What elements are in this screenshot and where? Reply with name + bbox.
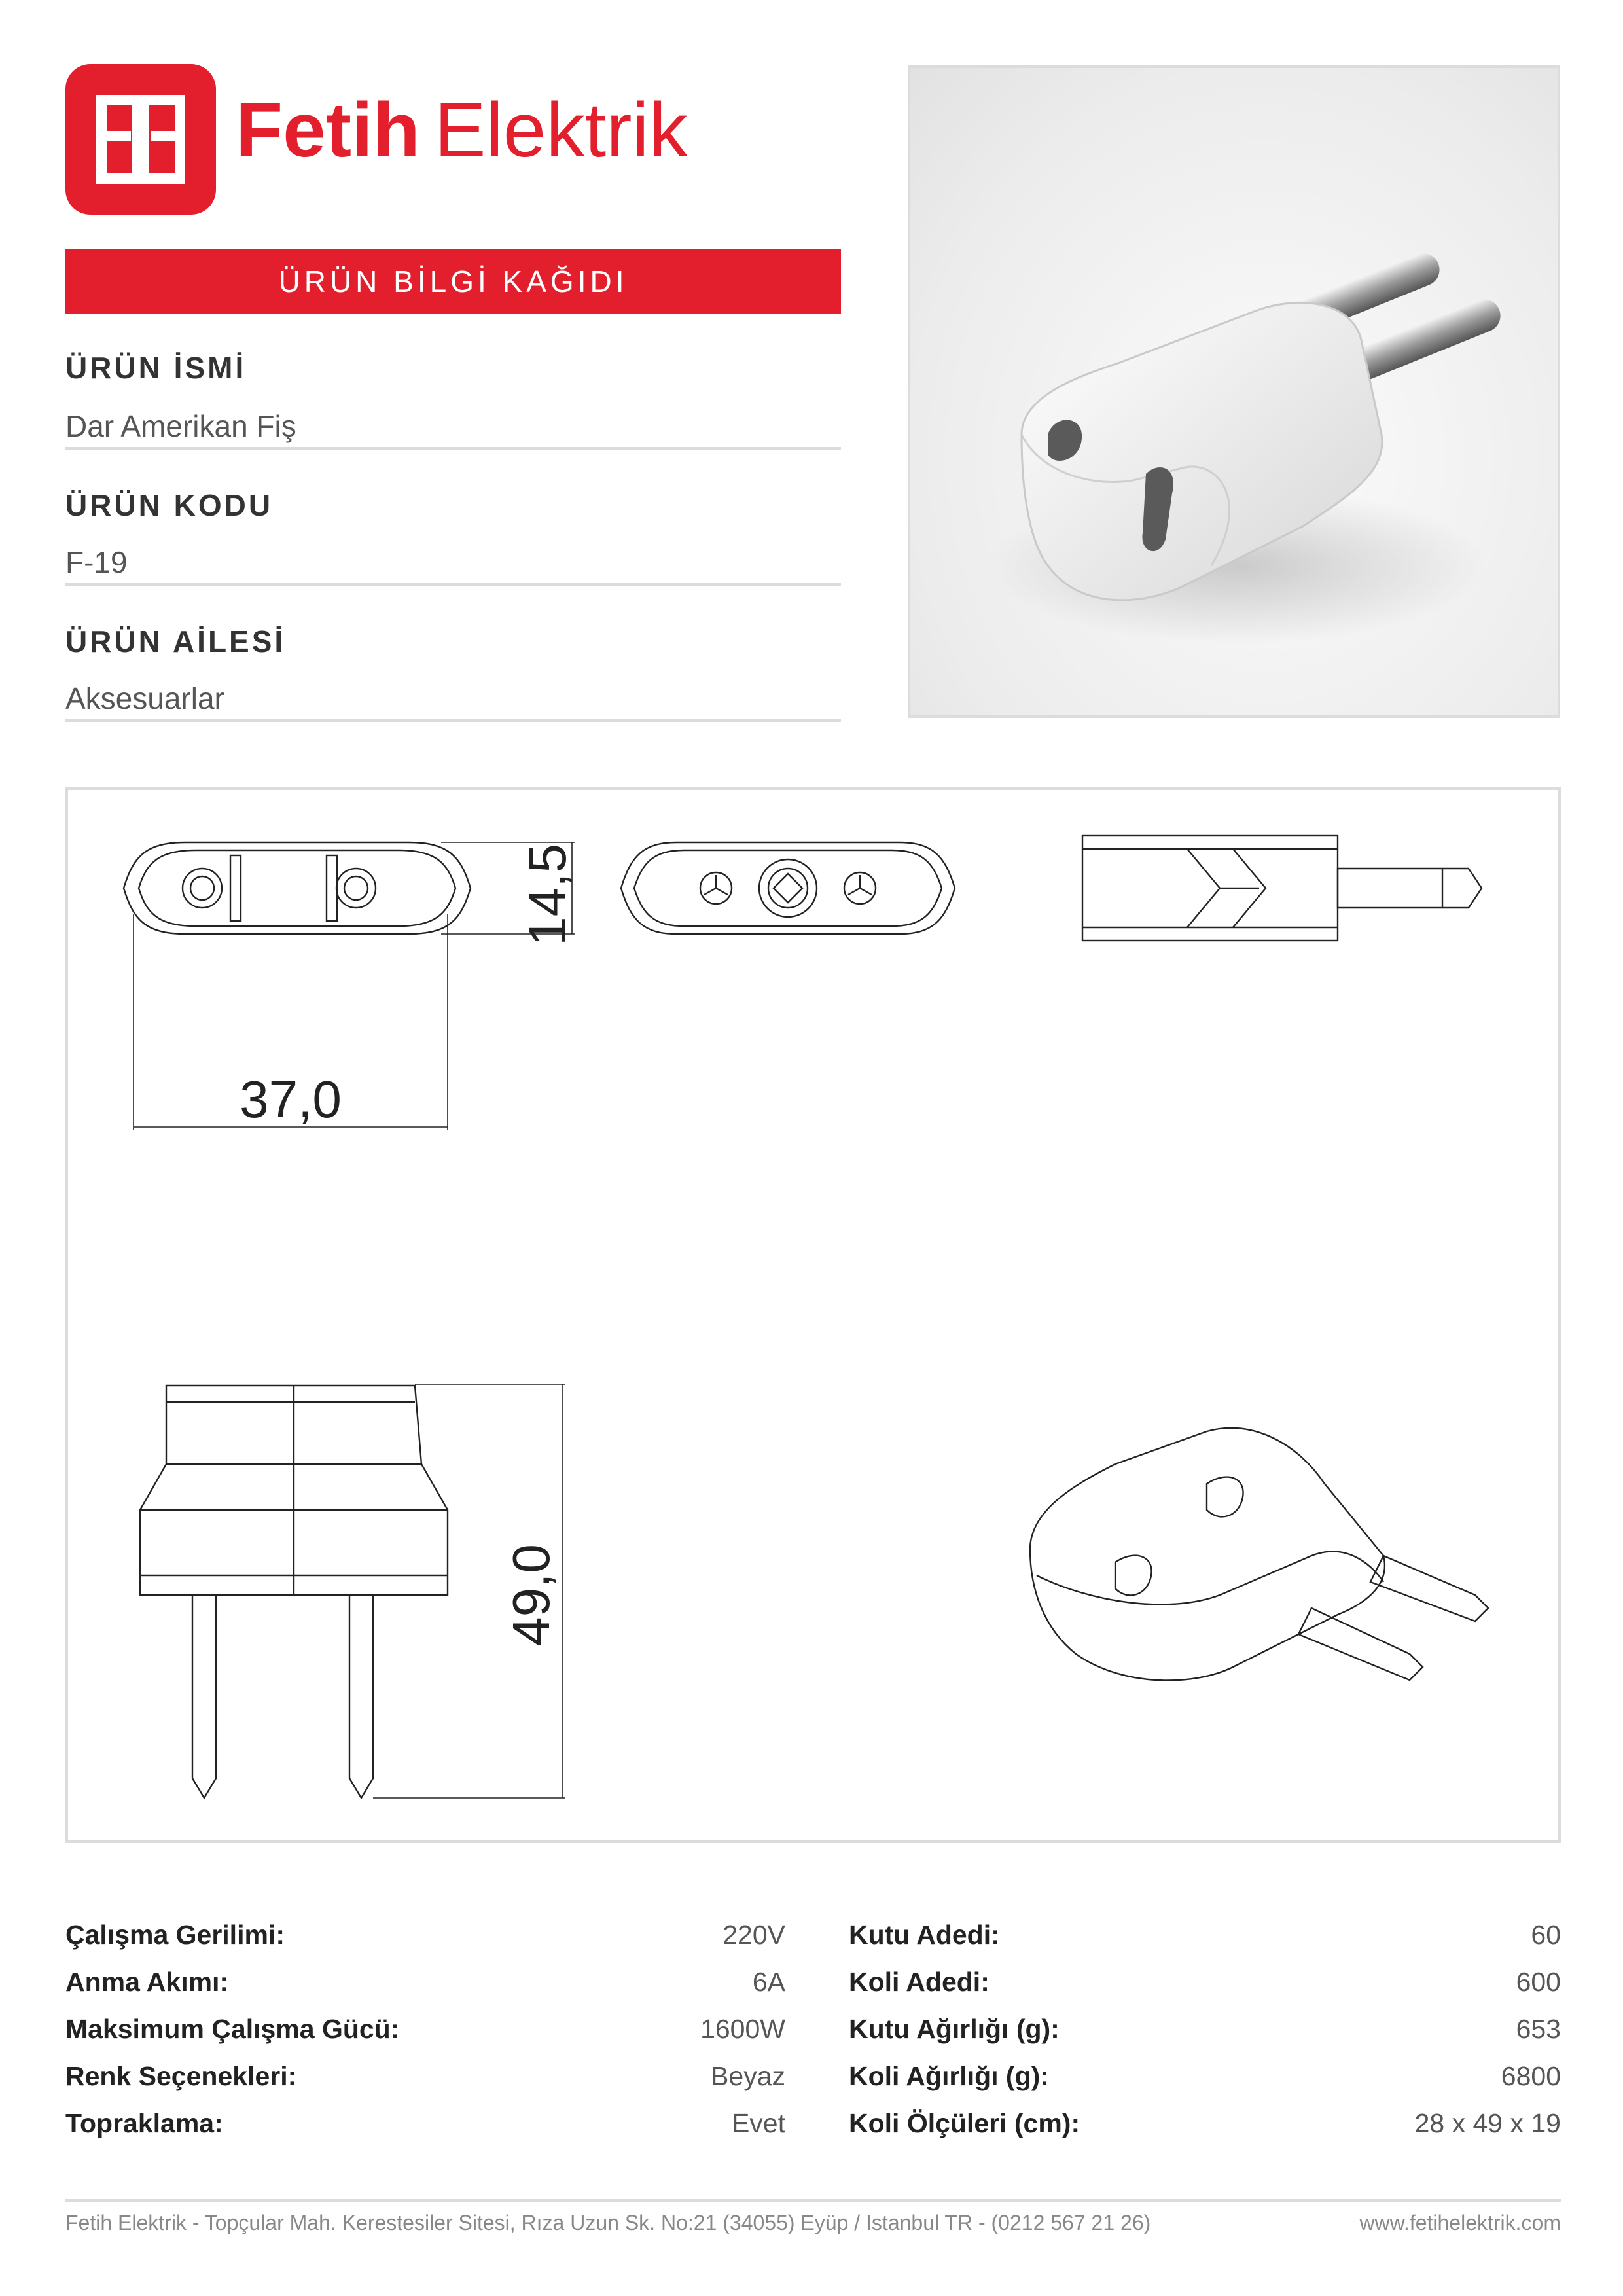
product-name-value: Dar Amerikan Fiş bbox=[65, 409, 296, 443]
spec-value: 653 bbox=[1516, 2014, 1561, 2044]
brand-name-bold: Fetih bbox=[236, 87, 420, 173]
spec-key: Topraklama: bbox=[65, 2108, 223, 2138]
dim-width-label: 37,0 bbox=[240, 1070, 342, 1128]
spec-key: Anma Akımı: bbox=[65, 1967, 229, 1997]
spec-value: Beyaz bbox=[711, 2061, 785, 2091]
divider bbox=[65, 719, 841, 722]
spec-key: Çalışma Gerilimi: bbox=[65, 1920, 285, 1950]
plug-adapter-render-icon bbox=[910, 68, 1558, 715]
product-family-label: ÜRÜN AİLESİ bbox=[65, 624, 286, 658]
spec-row bbox=[65, 2005, 785, 2053]
isometric-view bbox=[1030, 1428, 1488, 1681]
product-name-label: ÜRÜN İSMİ bbox=[65, 351, 247, 385]
spec-row bbox=[849, 2100, 1561, 2147]
front-view bbox=[124, 842, 575, 1130]
footer-address: Fetih Elektrik - Topçular Mah. Kerestesiler Sitesi, Rıza Uzun Sk. No:21 (34055) Eyüp / Istanbul TR - (0212 567 21 26) bbox=[65, 2211, 1151, 2234]
spec-row bbox=[65, 2100, 785, 2147]
spec-row bbox=[65, 1958, 785, 2005]
top-view bbox=[621, 842, 955, 934]
product-photo bbox=[908, 65, 1560, 718]
dim-height-label: 14,5 bbox=[518, 844, 577, 946]
spec-key: Maksimum Çalışma Gücü: bbox=[65, 2014, 400, 2044]
spec-value: 1600W bbox=[700, 2014, 785, 2044]
spec-key: Koli Ağırlığı (g): bbox=[849, 2061, 1049, 2091]
product-code-label: ÜRÜN KODU bbox=[65, 488, 274, 522]
specs-left bbox=[65, 1911, 785, 2147]
brand-name bbox=[236, 87, 688, 173]
spec-row bbox=[849, 2005, 1561, 2053]
spec-row bbox=[849, 1958, 1561, 2005]
footer-divider bbox=[65, 2199, 1561, 2202]
spec-key: Koli Adedi: bbox=[849, 1967, 990, 1997]
footer-website-link[interactable]: www.fetihelektrik.com bbox=[1359, 2211, 1561, 2234]
divider bbox=[65, 583, 841, 586]
fe-monogram-logo-icon bbox=[65, 64, 216, 215]
spec-row bbox=[65, 2053, 785, 2100]
brand-name-light: Elektrik bbox=[434, 87, 688, 173]
spec-key: Renk Seçenekleri: bbox=[65, 2061, 297, 2091]
divider bbox=[65, 447, 841, 450]
spec-key: Kutu Ağırlığı (g): bbox=[849, 2014, 1060, 2044]
spec-row bbox=[849, 1911, 1561, 1958]
spec-value: 220V bbox=[722, 1920, 785, 1950]
dim-length-label: 49,0 bbox=[502, 1544, 560, 1646]
product-code-value: F-19 bbox=[65, 545, 128, 579]
technical-drawing-svg bbox=[68, 790, 1558, 1840]
spec-value: Evet bbox=[731, 2108, 785, 2138]
spec-row bbox=[849, 2053, 1561, 2100]
spec-value: 6A bbox=[752, 1967, 785, 1997]
spec-value: 6800 bbox=[1501, 2061, 1561, 2091]
spec-key: Koli Ölçüleri (cm): bbox=[849, 2108, 1080, 2138]
spec-key: Kutu Adedi: bbox=[849, 1920, 1000, 1950]
spec-value: 600 bbox=[1516, 1967, 1561, 1997]
side-view bbox=[1082, 836, 1482, 941]
specs-right bbox=[849, 1911, 1561, 2147]
product-family-value: Aksesuarlar bbox=[65, 681, 224, 715]
technical-drawing bbox=[65, 787, 1561, 1843]
product-sheet-banner: ÜRÜN BİLGİ KAĞIDI bbox=[65, 249, 841, 314]
spec-row bbox=[65, 1911, 785, 1958]
spec-value: 28 x 49 x 19 bbox=[1414, 2108, 1561, 2138]
spec-value: 60 bbox=[1531, 1920, 1561, 1950]
